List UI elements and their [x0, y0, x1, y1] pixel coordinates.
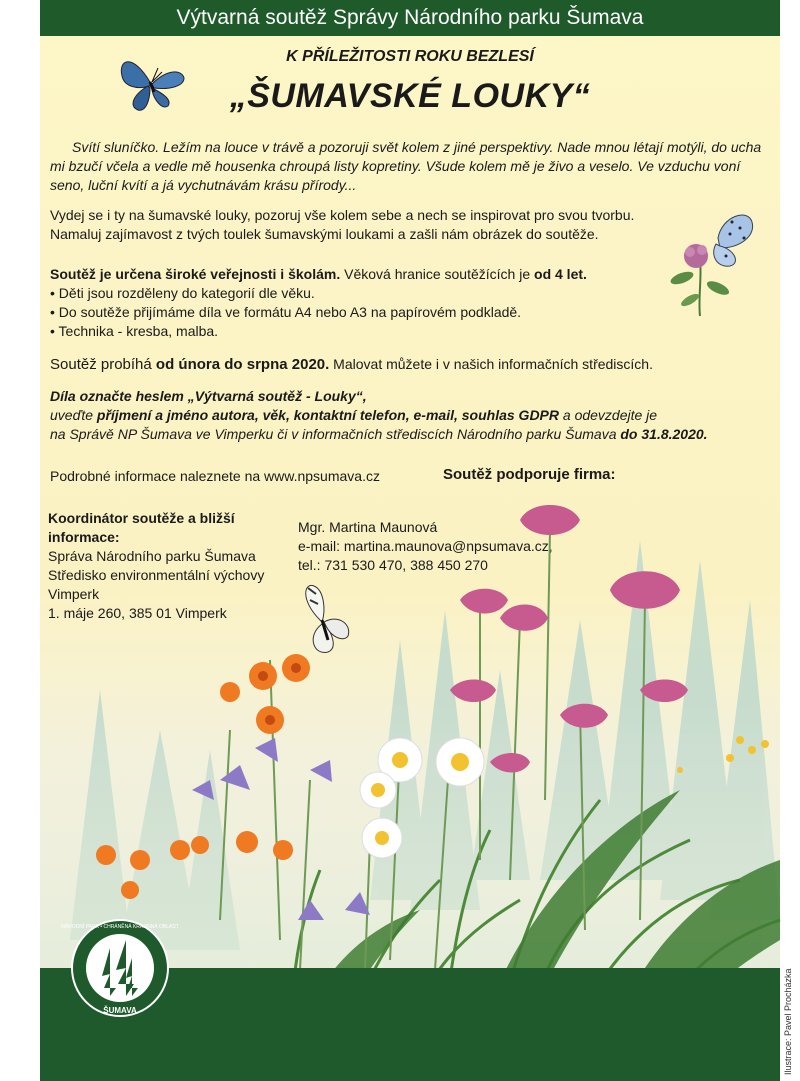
- header-banner: [40, 0, 780, 36]
- dates-post: Malovat můžete i v našich informačních střediscích.: [329, 356, 653, 372]
- label-line-2-pre: uveďte: [50, 407, 97, 423]
- coordinator-line: 1. máje 260, 385 01 Vimperk: [48, 605, 227, 621]
- more-info: Podrobné informace naleznete na www.npsumava.cz: [50, 468, 380, 484]
- deadline: do 31.8.2020.: [620, 426, 708, 442]
- label-line-2-bold: příjmení a jméno autora, věk, kontaktní telefon, e-mail, souhlas GDPR: [96, 407, 559, 423]
- coordinator-line: Středisko environmentální výchovy: [48, 567, 265, 583]
- competition-dates: [50, 355, 765, 374]
- dates-bold: od února do srpna 2020.: [155, 356, 330, 373]
- blue-butterfly-icon: [112, 42, 192, 114]
- rules-age-text: Věková hranice soutěžících je: [340, 266, 535, 282]
- label-line-1: Díla označte heslem „Výtvarná soutěž - Louky“,: [50, 388, 367, 404]
- rules-section: [50, 265, 690, 341]
- rules-target: [50, 265, 690, 284]
- intro-paragraph: Svítí sluníčko. Ležím na louce v trávě a pozoruji svět kolem z jiné perspektivy. Nade mnou létají motýli, do ucha mi bzučí včela a vedle mě housenka chroupá listy kopretiny. Všude kolem mě je živo a veselo. Ve vzduchu voní seno, luční kvítí a já vychutnávám krásu přírody...: [50, 139, 762, 193]
- rules-bullet: • Do soutěže přijímáme díla ve formátu A4 nebo A3 na papírovém podkladě.: [50, 304, 522, 320]
- contact-email: e-mail: martina.maunova@npsumava.cz,: [298, 538, 553, 554]
- submission-instructions: [50, 387, 765, 444]
- sponsor-heading: Soutěž podporuje firma:: [443, 466, 616, 483]
- rules-bullet: • Technika - kresba, malba.: [50, 323, 219, 339]
- subtitle: K PŘÍLEŽITOSTI ROKU BEZLESÍ: [286, 48, 534, 65]
- logo-name: ŠUMAVA: [103, 1006, 137, 1015]
- rules-target-bold: Soutěž je určena široké veřejnosti i školám.: [50, 266, 341, 282]
- coordinator-heading: informace:: [48, 529, 120, 545]
- dates-pre: Soutěž probíhá: [50, 356, 156, 373]
- sumava-logo-icon: [61, 918, 179, 1018]
- rules-age-bold: od 4 let.: [534, 266, 587, 282]
- header-title: Výtvarná soutěž Správy Národního parku Šumava: [176, 6, 644, 29]
- coordinator-heading: Koordinátor soutěže a bližší: [48, 510, 235, 526]
- illustration-credit: Ilustrace: Pavel Procházka: [783, 968, 793, 1075]
- invitation-line-2: Namaluj zajímavost z tvých toulek šumavskými loukami a zašli nám obrázek do soutěže.: [50, 226, 599, 242]
- label-line-2-post: a odevzdejte je: [559, 407, 658, 423]
- poster: [40, 0, 780, 1081]
- contact-phone: tel.: 731 530 470, 388 450 270: [298, 557, 488, 573]
- page-title: „ŠUMAVSKÉ LOUKY“: [229, 77, 591, 115]
- invitation-paragraph: [50, 206, 660, 244]
- coordinator-line: Správa Národního parku Šumava: [48, 548, 256, 564]
- rules-bullet: • Děti jsou rozděleny do kategorií dle věku.: [50, 285, 315, 301]
- white-butterfly-icon: [298, 580, 358, 662]
- coordinator-line: Vimperk: [48, 586, 100, 602]
- label-line-3-pre: na Správě NP Šumava ve Vimperku či v informačních střediscích Národního parku Šumava: [50, 426, 621, 442]
- invitation-line-1: Vydej se i ty na šumavské louky, pozoruj vše kolem sebe a nech se inspirovat pro svou tvorbu.: [50, 207, 635, 223]
- logo-ring-text: NÁRODNÍ PARK • CHRÁNĚNÁ KRAJINNÁ OBLAST: [61, 924, 179, 930]
- contact-name: Mgr. Martina Maunová: [298, 519, 438, 535]
